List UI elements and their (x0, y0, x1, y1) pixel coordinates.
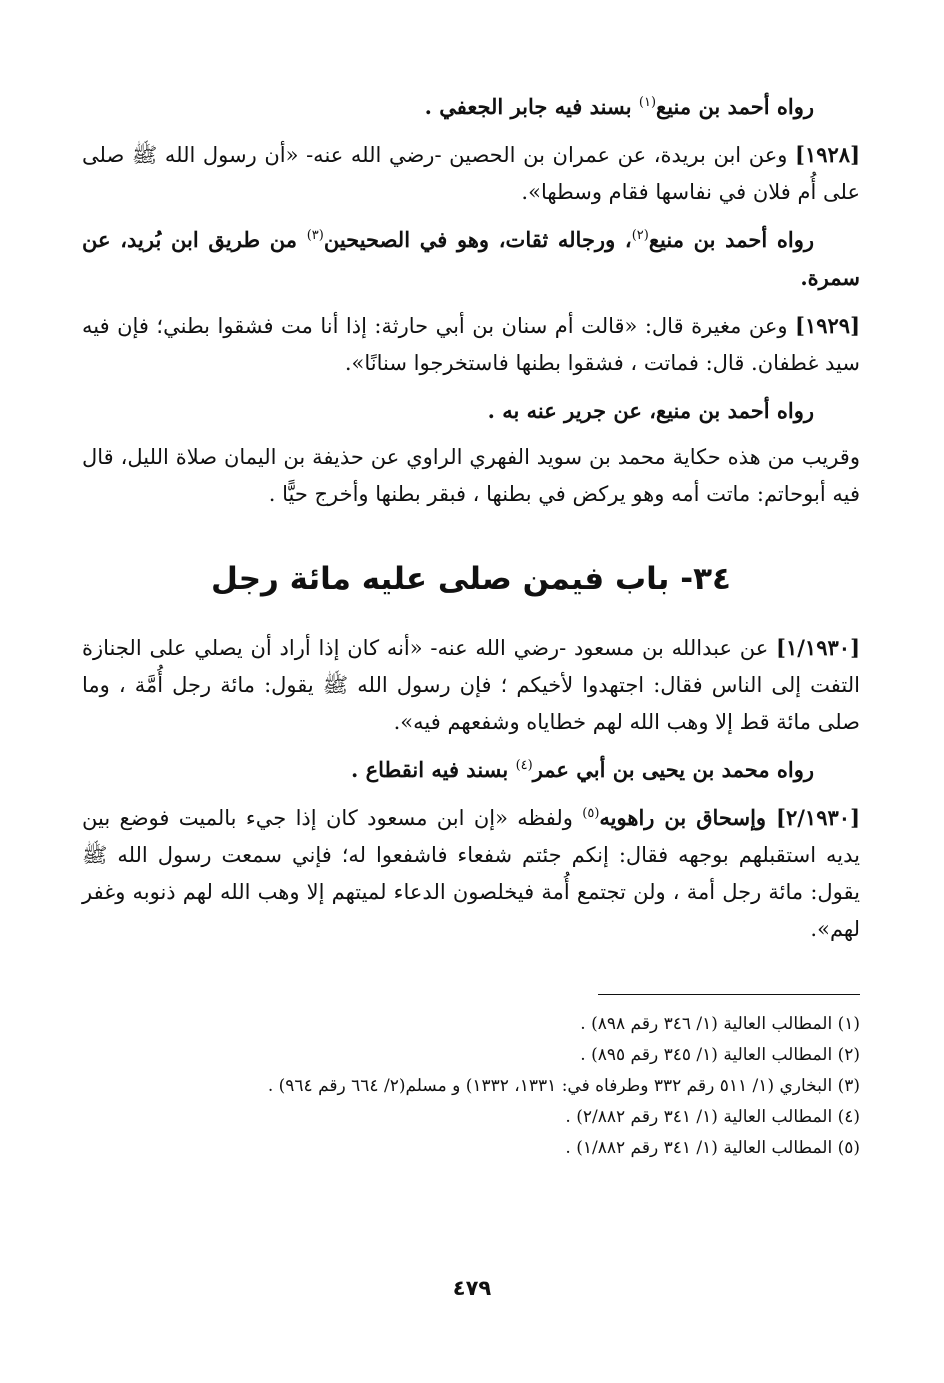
footnote-ref[interactable]: (٢) (631, 228, 649, 243)
narrator-text: رواه أحمد بن منيع (648, 227, 814, 252)
hadith-text: وعن ابن بريدة، عن عمران بن الحصين -رضي الله عنه- «أن رسول الله ﷺ صلى على أُم فلان في نفاسها فقام وسطها». (82, 143, 860, 204)
hadith-1930-2 (82, 799, 860, 948)
narration-rest: من طريق ابن بُريد، عن سمرة. (82, 227, 860, 290)
narration-note-2 (82, 221, 860, 297)
footnote-ref[interactable]: (٣) (306, 228, 324, 243)
footnote-divider (598, 994, 860, 995)
footnote-ref[interactable]: (٤) (515, 758, 533, 773)
footnote-5: (٥) المطالب العالية (١/ ٣٤١ رقم ١/٨٨٢) . (565, 1138, 860, 1158)
narrator-text: وإسحاق بن راهويه (599, 805, 777, 830)
narration-note-1 (82, 88, 860, 126)
hadith-text: ولفظه «إن ابن مسعود كان إذا جيء بالميت فوضع بين يديه استقبلهم بوجهه فقال: إنكم جئتم شفعاء فاشفعوا له؛ فإني سمعت رسول الله ﷺ يقول: مائة رجل أمة ، ولن تجتمع أُمة فيخلصون الدعاء لميتهم إلا وهب الله لهم ذنوبه وغفر لهم». (82, 806, 861, 941)
footnote-3: (٣) البخاري (١/ ٥١١ رقم ٣٣٢ وطرفاه في: ١٣٣١، ١٣٣٢) و مسلم(٢/ ٦٦٤ رقم ٩٦٤) . (267, 1076, 860, 1096)
page-number: ٤٧٩ (452, 1276, 492, 1300)
chapter-heading: ٣٤- باب فيمن صلى عليه مائة رجل (211, 561, 731, 597)
hadith-number: [١/١٩٣٠] (776, 635, 860, 660)
hadith-text: وعن مغيرة قال: «قالت أم سنان بن أبي حارثة: إذا أنا مت فشقوا بطني؛ فإن فيه سيد غطفان. قال: فماتت ، فشقوا بطنها فاستخرجوا سنانًا». (82, 314, 860, 375)
footnote-ref[interactable]: (١) (638, 95, 657, 110)
narrator-text: رواه أحمد بن منيع (656, 94, 814, 119)
hadith-1930-1 (82, 629, 860, 741)
narration-rest: بسند فيه انقطاع . (350, 757, 516, 782)
narration-note-4 (82, 751, 860, 789)
hadith-number: [١٩٢٩] (795, 313, 860, 338)
commentary-paragraph: وقريب من هذه حكاية محمد بن سويد الفهري الراوي عن حذيفة بن اليمان صلاة الليل، قال فيه أبوحاتم: ماتت أمه وهو يركض في بطنها ، فبقر بطنها وأخرج حيًّا . (82, 445, 860, 506)
footnote-4: (٤) المطالب العالية (١/ ٣٤١ رقم ٢/٨٨٢) . (565, 1107, 860, 1127)
hadith-number: [١٩٢٨] (795, 142, 860, 167)
narration-rest: بسند فيه جابر الجعفي . (424, 94, 639, 119)
narration-note-3: رواه أحمد بن منيع، عن جرير عنه به . (487, 398, 814, 423)
footnotes (82, 1009, 860, 1164)
hadith-text: عن عبدالله بن مسعود -رضي الله عنه- «أنه كان إذا أراد أن يصلي على الجنازة التفت إلى الناس فقال: اجتهدوا لأخيكم ؛ فإن رسول الله ﷺ يقول: مائة رجل أُمَّة ، وما صلى مائة قط إلا وهب الله لهم خطاياه وشفعهم فيه». (82, 636, 860, 734)
footnote-ref[interactable]: (٥) (582, 806, 600, 821)
footnote-2: (٢) المطالب العالية (١/ ٣٤٥ رقم ٨٩٥) . (580, 1045, 860, 1065)
narrator-text: رواه محمد بن يحيى بن أبي عمر (532, 757, 814, 782)
narration-mid: ، ورجاله ثقات، وهو في الصحيحين (323, 227, 632, 252)
footnote-1: (١) المطالب العالية (١/ ٣٤٦ رقم ٨٩٨) . (580, 1014, 860, 1034)
hadith-number: [٢/١٩٣٠] (776, 805, 860, 830)
hadith-1928 (82, 136, 860, 211)
hadith-1929 (82, 307, 860, 382)
